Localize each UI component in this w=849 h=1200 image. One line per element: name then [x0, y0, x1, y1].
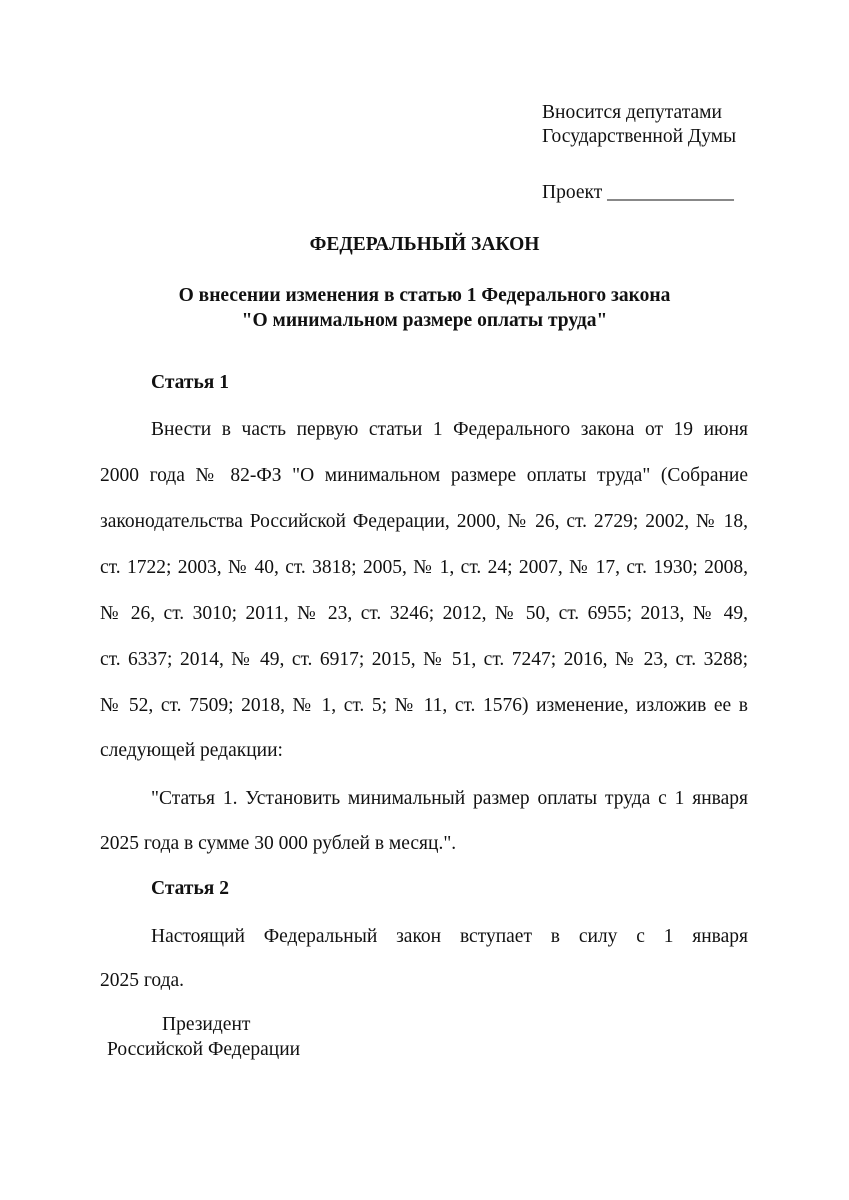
article1-line: 2000 года № 82-ФЗ "О минимальном размере оплаты труда" (Собрание	[100, 465, 748, 486]
article1-line: следующей редакции:	[100, 740, 283, 761]
article1-heading: Статья 1	[151, 372, 229, 393]
article2-line: Настоящий Федеральный закон вступает в силу с 1 января	[151, 926, 748, 947]
article1-line: Внести в часть первую статьи 1 Федерального закона от 19 июня	[151, 419, 748, 440]
subtitle-line1: О внесении изменения в статью 1 Федерального закона	[178, 285, 671, 306]
submitted-by-line2: Государственной Думы	[542, 126, 737, 147]
article1-line: законодательства Российской Федерации, 2000, № 26, ст. 2729; 2002, № 18,	[100, 511, 748, 532]
article1-line: ст. 6337; 2014, № 49, ст. 6917; 2015, № 51, ст. 7247; 2016, № 23, ст. 3288;	[100, 649, 748, 670]
article1-line: ст. 1722; 2003, № 40, ст. 3818; 2005, № 1, ст. 24; 2007, № 17, ст. 1930; 2008,	[100, 557, 748, 578]
signature-line1: Президент	[162, 1014, 251, 1035]
document-title: ФЕДЕРАЛЬНЫЙ ЗАКОН	[309, 234, 540, 255]
submitted-by-line1: Вносится депутатами	[542, 102, 722, 123]
article2-line: 2025 года.	[100, 970, 185, 991]
project-label: Проект _____________	[542, 182, 734, 203]
article1-line: № 52, ст. 7509; 2018, № 1, ст. 5; № 11, ст. 1576) изменение, изложив ее в	[100, 695, 748, 716]
quote-line: "Статья 1. Установить минимальный размер оплаты труда с 1 января	[151, 788, 748, 809]
article2-heading: Статья 2	[151, 878, 229, 899]
subtitle-line2: "О минимальном размере оплаты труда"	[241, 310, 608, 331]
article1-line: № 26, ст. 3010; 2011, № 23, ст. 3246; 2012, № 50, ст. 6955; 2013, № 49,	[100, 603, 748, 624]
quote-line: 2025 года в сумме 30 000 рублей в месяц.".	[100, 833, 457, 854]
signature-line2: Российской Федерации	[107, 1039, 301, 1060]
